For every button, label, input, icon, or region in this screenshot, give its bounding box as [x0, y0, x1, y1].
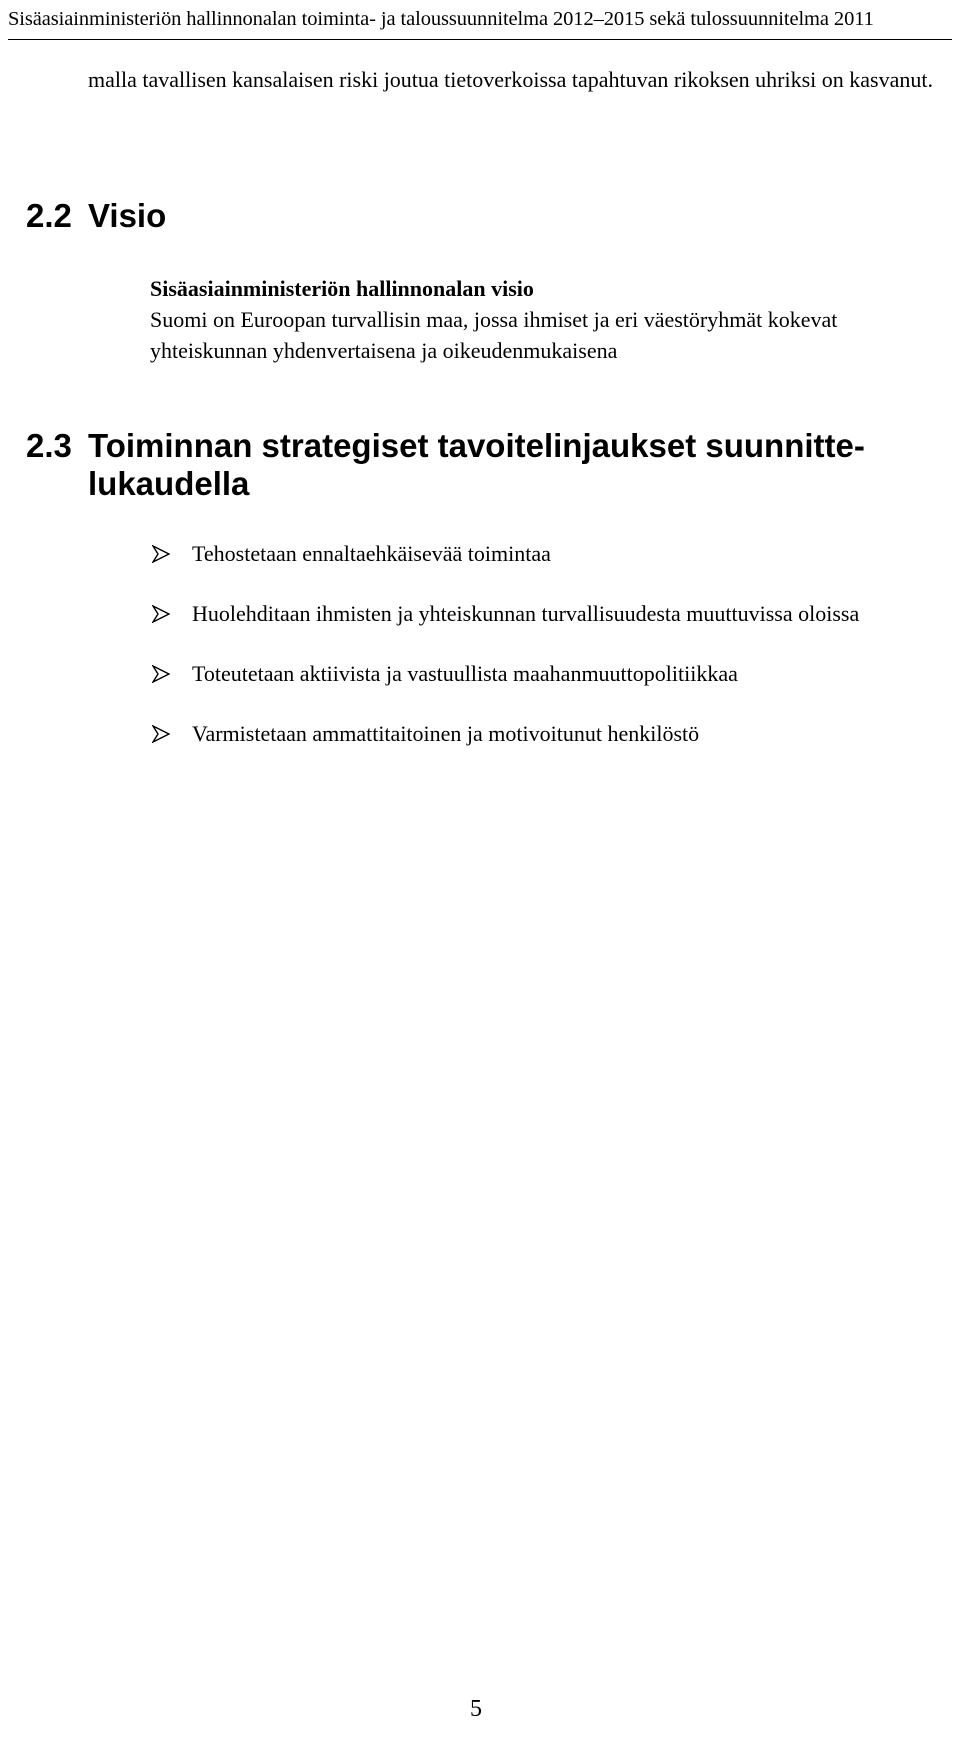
list-item — [150, 538, 940, 569]
list-item — [150, 658, 940, 689]
vision-title: Sisäasiainministeriön hallinnonalan visio — [150, 276, 534, 301]
arrowhead-bullet-icon — [152, 545, 170, 563]
vision-text: Suomi on Euroopan turvallisin maa, jossa ihmiset ja eri väestöryhmät kokevat yhteiskunnan yhdenvertaisena ja oikeudenmukaisena — [150, 307, 838, 363]
header-divider — [8, 39, 952, 40]
arrowhead-bullet-icon — [152, 665, 170, 683]
section-heading-visio — [26, 197, 166, 235]
strategy-bullet-list — [150, 538, 940, 778]
page-number: 5 — [470, 1696, 482, 1722]
list-item-text: Huolehditaan ihmisten ja yhteiskunnan turvallisuudesta muuttuvissa oloissa — [192, 601, 860, 626]
running-header: Sisäasiainministeriön hallinnonalan toiminta- ja taloussuunnitelma 2012–2015 sekä tulossuunnitelma 2011 — [8, 8, 874, 30]
section-title-line2: lukaudella — [88, 465, 250, 502]
section-title: Visio — [88, 197, 167, 234]
vision-block — [150, 273, 950, 366]
section-number: 2.2 — [26, 197, 72, 234]
intro-paragraph: malla tavallisen kansalaisen riski joutua tietoverkoissa tapahtuvan rikoksen uhriksi on kasvanut. — [88, 67, 933, 92]
section-number: 2.3 — [26, 427, 72, 464]
list-item-text: Varmistetaan ammattitaitoinen ja motivoitunut henkilöstö — [192, 721, 700, 746]
section-title-line1: Toiminnan strategiset tavoitelinjaukset suunnitte- — [88, 427, 865, 464]
list-item — [150, 598, 940, 629]
section-heading-strategy — [26, 427, 926, 503]
list-item-text: Toteutetaan aktiivista ja vastuullista maahanmuuttopolitiikkaa — [192, 661, 738, 686]
arrowhead-bullet-icon — [152, 725, 170, 743]
arrowhead-bullet-icon — [152, 605, 170, 623]
list-item-text: Tehostetaan ennaltaehkäisevää toimintaa — [192, 541, 551, 566]
list-item — [150, 718, 940, 749]
